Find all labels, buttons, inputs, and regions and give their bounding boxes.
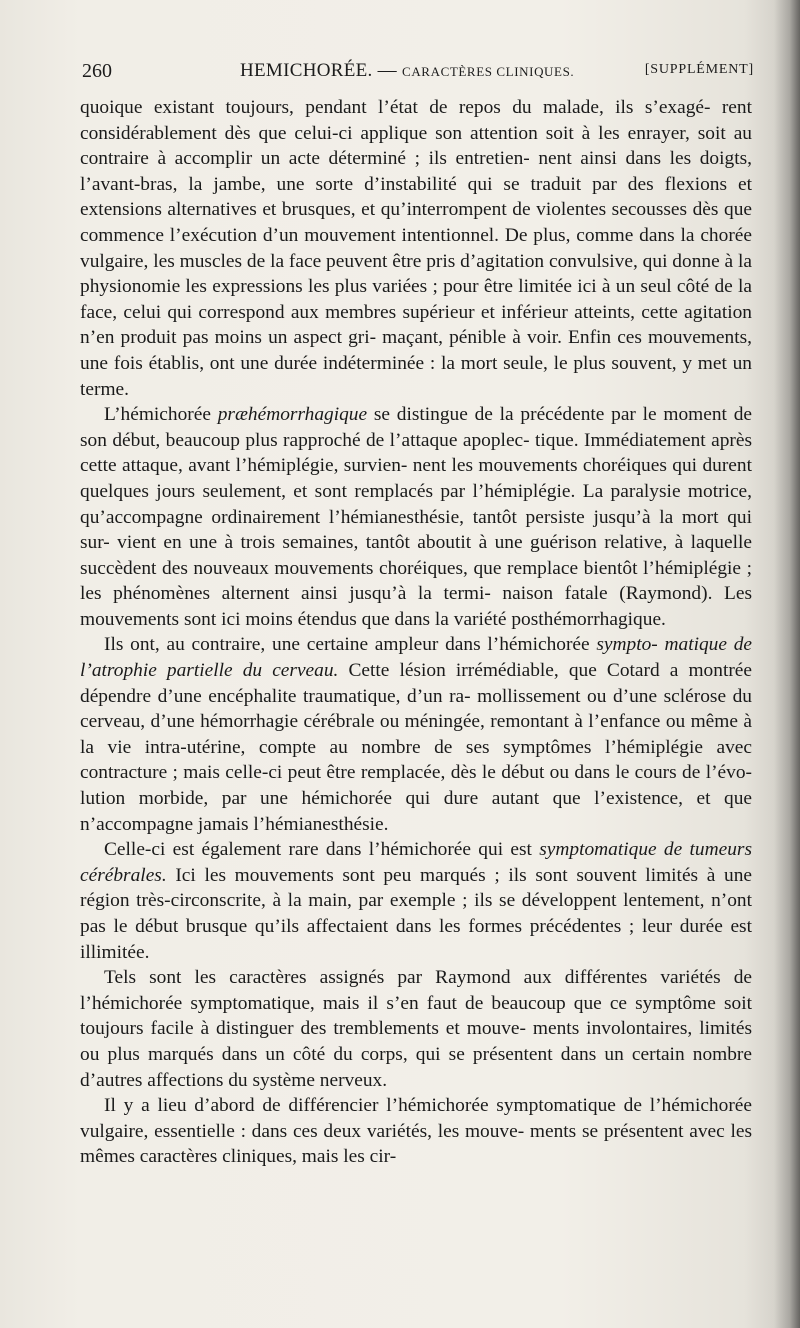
paragraph-4-italic: symptomatique de tumeurs cérébrales.	[80, 839, 752, 886]
body-text	[80, 95, 752, 1170]
paragraph-4	[80, 837, 752, 965]
paragraph-6: Il y a lieu d’abord de différencier l’hémichorée symptomatique de l’hémichorée vulgaire, essentielle : dans ces deux variétés, les mouve- ments se présentent avec les mêmes caractères cliniques, mais les cir-	[80, 1095, 752, 1168]
paragraph-2-italic: præhémorrhagique	[217, 404, 368, 426]
header-separator: —	[377, 60, 397, 81]
paragraph-5: Tels sont les caractères assignés par Raymond aux différentes variétés de l’hémichorée symptomatique, mais il s’en faut de beaucoup que ce symptôme soit toujours facile à distinguer des tremblements et mouve- ments involontaires, limités ou plus marqués dans un côté du corps, qui se présentent dans un certain nombre d’autres affections du système nerveux.	[80, 967, 752, 1091]
paragraph-2	[80, 402, 752, 632]
paragraph-2-before: L’hémichorée	[104, 404, 218, 426]
paragraph-3-before: Ils ont, au contraire, une certaine ampleur dans l’hémichorée	[104, 634, 597, 656]
page-number: 260	[82, 60, 112, 82]
paragraph-4-after: Ici les mouvements sont peu marqués ; ils sont souvent limités à une région très-circonscrite, à la main, par exemple ; ils se développent lentement, n’ont pas le début brusque qu’ils affectaient dans les formes précédentes ; leur durée est illimitée.	[80, 864, 752, 963]
paragraph-3	[80, 632, 752, 837]
paragraph-3-italic: sympto- matique de l’atrophie partielle du cerveau.	[80, 634, 753, 682]
header-subtitle: CARACTÈRES CLINIQUES.	[402, 64, 575, 79]
header-title: HEMICHORÉE.	[240, 60, 373, 81]
paragraph-4-before: Celle-ci est également rare dans l’hémichorée qui est	[104, 839, 540, 861]
running-title	[240, 60, 574, 82]
page-edge-shadow	[774, 0, 800, 1328]
paragraph-2-after: se distingue de la précédente par le moment de son début, beaucoup plus rapproché de l’attaque apoplec- tique. Immédiatement après cette attaque, avant l’hémiplégie, survien- nent les mouvements choréiques qui durent quelques jours seulement, et sont remplacés par l’hémiplégie. La paralysie motrice, qu’accompagne ordinairement l’hémianesthésie, tantôt persiste jusqu’à la mort qui sur- vient en une à trois semaines, tantôt aboutit à une guérison relative, à laquelle succèdent des nouveaux mouvements choréiques, que remplace bientôt l’hémiplégie ; les phénomènes alternent ainsi jusqu’à la termi- naison fatale (Raymond). Les mouvements sont ici moins étendus que dans la variété posthémorrhagique.	[80, 404, 752, 630]
paragraph-1: quoique existant toujours, pendant l’état de repos du malade, ils s’exagé- rent considérablement dès que celui-ci applique son attention soit à les enrayer, soit au contraire à accomplir un acte déterminé ; ils entretien- nent ainsi dans les doigts, l’avant-bras, la jambe, une sorte d’instabilité qui se traduit par des flexions et extensions alternatives et brusques, et qu’interrompent de violentes secousses dès que commence l’exécution d’un mouvement intentionnel. De plus, comme dans la chorée vulgaire, les muscles de la face peuvent être pris d’agitation convulsive, qui donne à la physionomie les expressions les plus variées ; pour être limitée ici à un seul côté de la face, celui qui correspond aux membres supérieur et inférieur atteints, cette agitation n’en produit pas moins un aspect gri- maçant, pénible à voir. Enfin ces mouvements, une fois établis, ont une durée indéterminée : la mort seule, le plus souvent, y met un terme.	[80, 97, 752, 400]
paragraph-3-after: Cette lésion irrémédiable, que Cotard a montrée dépendre d’une encéphalite traumatique, d’un ra- mollissement ou d’une sclérose du cerveau, d’une hémorrhagie cérébrale ou méningée, remontant à l’enfance ou même à la vie intra-utérine, compte au nombre de ses symptômes l’hémiplégie avec contracture ; mais celle-ci peut être remplacée, dès le début ou dans le cours de l’évo- lution morbide, par une hémichorée qui dure autant que l’existence, et que n’accompagne jamais l’hémianesthésie.	[80, 660, 752, 835]
section-label: [SUPPLÉMENT]	[644, 62, 754, 77]
running-header	[80, 60, 754, 88]
